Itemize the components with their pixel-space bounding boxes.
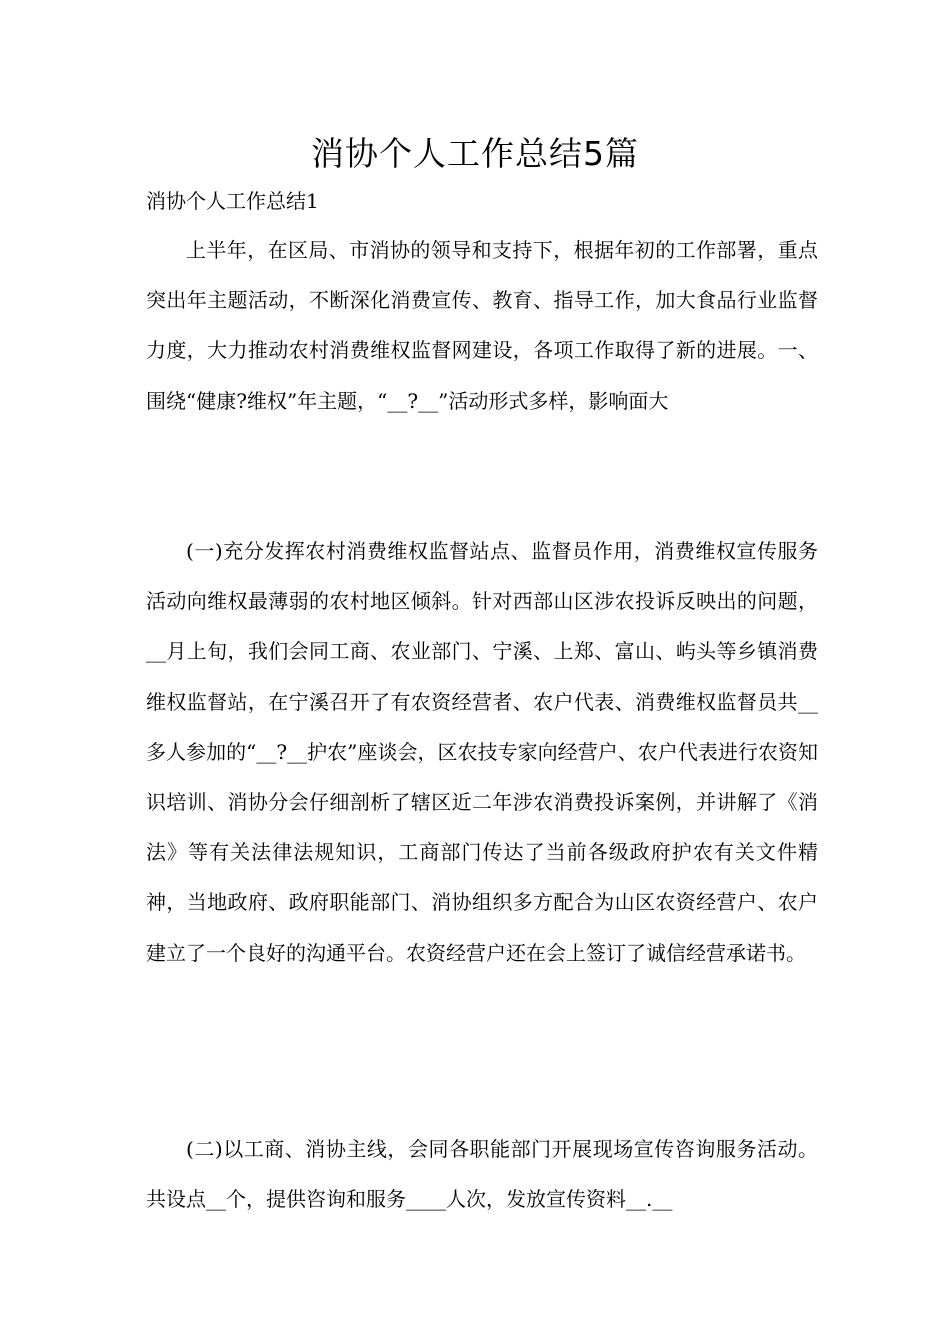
paragraph-3: (二)以工商、消协主线，会同各职能部门开展现场宣传咨询服务活动。共设点__个，提供咨询和服务____人次，发放宣传资料__.__ — [146, 1137, 818, 1212]
section-heading: 消协个人工作总结1 — [146, 189, 319, 213]
paragraph-2: (一)充分发挥农村消费维权监督站点、监督员作用，消费维权宣传服务活动向维权最薄弱的农村地区倾斜。针对西部山区涉农投诉反映出的问题，__月上旬，我们会同工商、农业部门、宁溪、上郑、富山、屿头等乡镇消费维权监督站，在宁溪召开了有农资经营者、农户代表、消费维权监督员共__多人参加的“__?__护农”座谈会，区农技专家向经营户、农户代表进行农资知识培训、消协分会仔细剖析了辖区近二年涉农消费投诉案例，并讲解了《消法》等有关法律法规知识，工商部门传达了当前各级政府护农有关文件精神，当地政府、政府职能部门、消协组织多方配合为山区农资经营户、农户建立了一个良好的沟通平台。农资经营户还在会上签订了诚信经营承诺书。 — [146, 539, 818, 965]
paragraph-1: 上半年，在区局、市消协的领导和支持下，根据年初的工作部署，重点突出年主题活动，不断深化消费宣传、教育、指导工作，加大食品行业监督力度，大力推动农村消费维权监督网建设，各项工作取得了新的进展。一、围绕“健康?维权”年主题，“__?__”活动形式多样，影响面大 — [146, 238, 818, 413]
document-title: 消协个人工作总结5篇 — [311, 134, 639, 173]
